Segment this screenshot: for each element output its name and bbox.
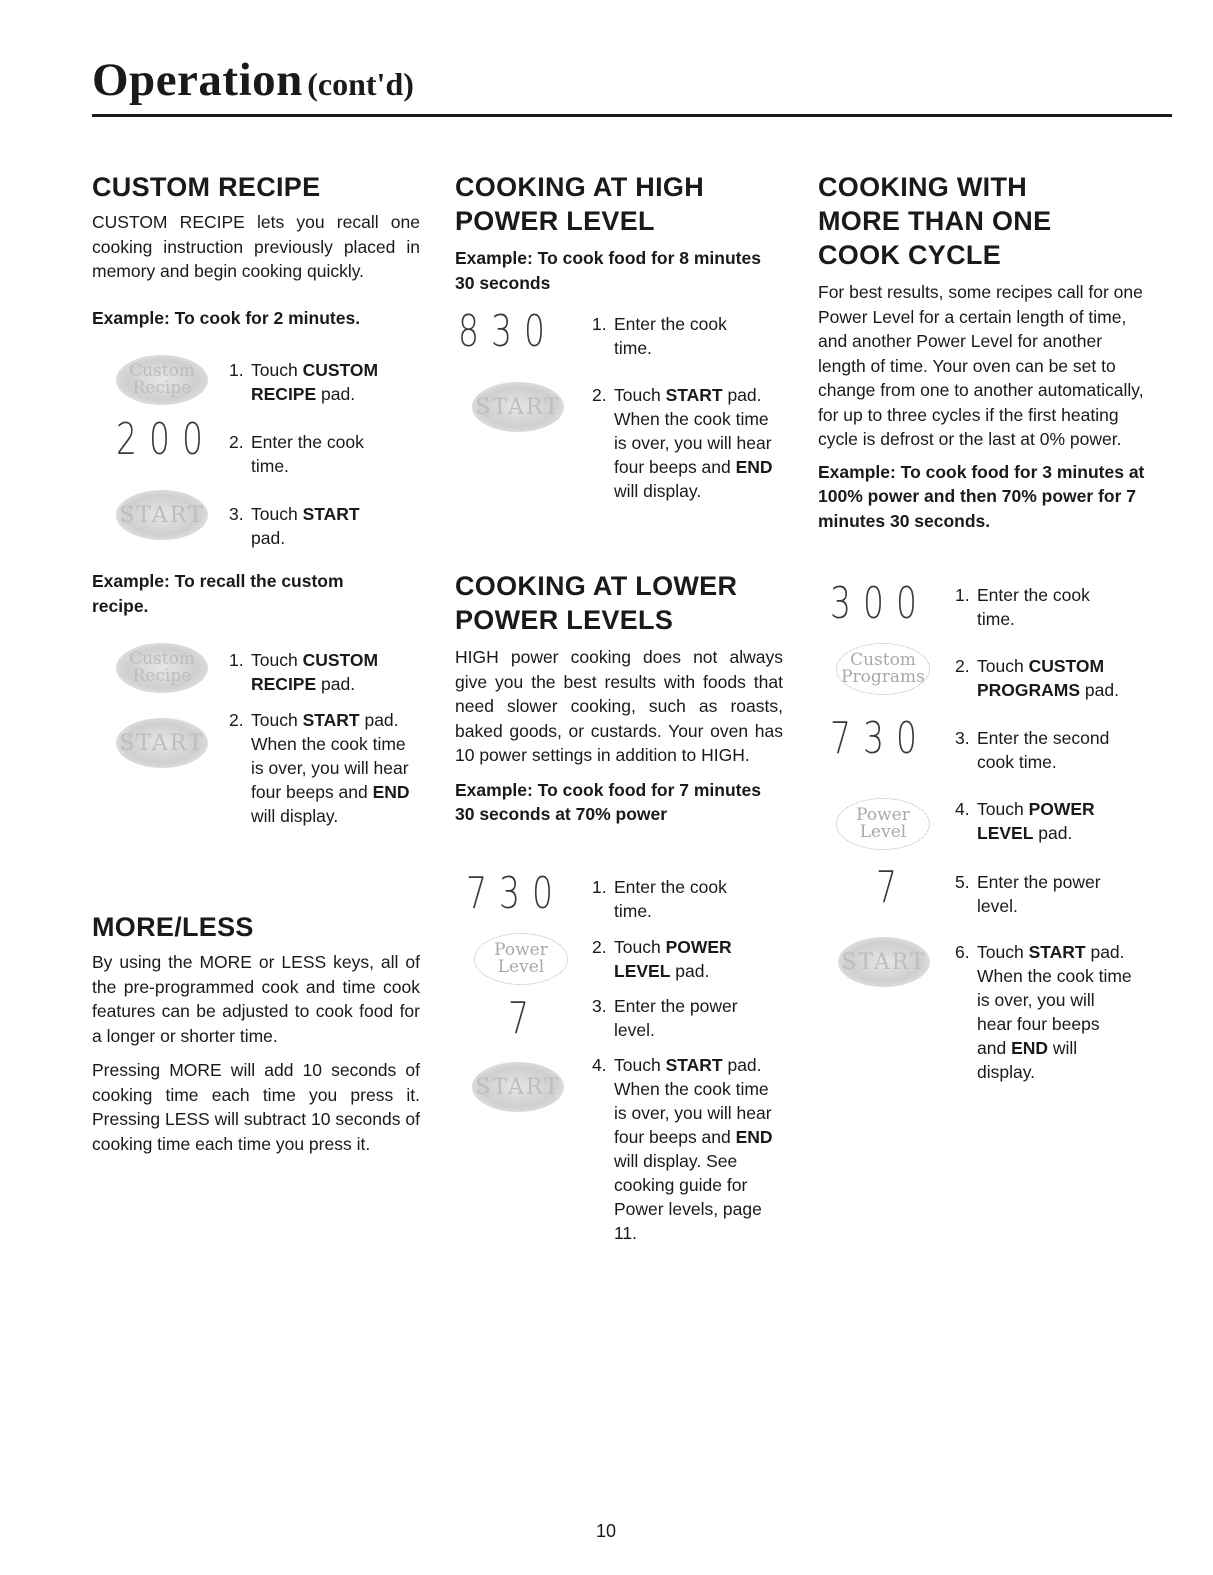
start-pad-icon: START bbox=[472, 382, 564, 432]
high-power-example: Example: To cook food for 8 minutes 30 seconds bbox=[455, 248, 761, 293]
custom-recipe-intro: CUSTOM RECIPE lets you recall one cooking instruction previously placed in memory and begin cooking quickly. bbox=[92, 212, 420, 281]
power-level-pad-icon: Power Level bbox=[836, 798, 930, 850]
high-power-heading-line2: POWER LEVEL bbox=[455, 206, 655, 236]
lower-power-heading-line2: POWER LEVELS bbox=[455, 605, 674, 635]
mc-digits2: 730 bbox=[830, 713, 929, 764]
custom-recipe-pad-icon: Custom Recipe bbox=[116, 355, 208, 405]
power-level-pad-icon: Power Level bbox=[474, 933, 568, 985]
page-subtitle: (cont'd) bbox=[307, 66, 414, 102]
multi-cycle-intro: For best results, some recipes call for one Power Level for a certain length of time, and another Power Level for another length of time. Your oven can be set to change from one to another automatically, for up to three cycles if the first heating cycle is defrost or the last at 0% power. bbox=[818, 282, 1144, 449]
custom-recipe-heading: CUSTOM RECIPE bbox=[92, 172, 321, 202]
lp-power-digit: 7 bbox=[508, 993, 541, 1044]
custom-recipe-pad-icon: Custom Recipe bbox=[116, 643, 208, 693]
multi-cycle-heading-line2: MORE THAN ONE bbox=[818, 206, 1052, 236]
hp-digits: 830 bbox=[458, 306, 557, 357]
header-rule bbox=[92, 114, 1172, 117]
more-less-p2: Pressing MORE will add 10 seconds of cooking time each time you press it. Pressing LESS will subtract 10 seconds of cooking time each time you press it. bbox=[92, 1060, 420, 1154]
lp-digits: 730 bbox=[466, 868, 565, 919]
high-power-heading-line1: COOKING AT HIGH bbox=[455, 172, 704, 202]
custom-recipe-section bbox=[92, 170, 420, 330]
high-power-section bbox=[455, 170, 785, 295]
custom-programs-pad-icon: Custom Programs bbox=[836, 643, 930, 695]
lower-power-example: Example: To cook food for 7 minutes 30 seconds at 70% power bbox=[455, 779, 761, 824]
lower-power-intro: HIGH power cooking does not always give you the best results with foods that need slower cooking, such as roasts, baked goods, or custards. Your oven has 10 power settings in addition to HIGH. bbox=[455, 647, 783, 765]
more-less-section bbox=[92, 910, 420, 1156]
custom-recipe-example1: Example: To cook for 2 minutes. bbox=[92, 307, 361, 328]
mc-power-digit: 7 bbox=[876, 862, 909, 913]
start-pad-icon: START bbox=[472, 1062, 564, 1112]
start-pad-icon: START bbox=[838, 937, 930, 987]
page-title: Operation bbox=[92, 54, 303, 106]
cr-ex1-digits: 200 bbox=[116, 414, 215, 465]
page-header bbox=[92, 55, 1172, 105]
multi-cycle-heading-line1: COOKING WITH bbox=[818, 172, 1028, 202]
page-number: 10 bbox=[596, 1521, 617, 1541]
lower-power-heading-line1: COOKING AT LOWER bbox=[455, 571, 738, 601]
multi-cycle-section bbox=[818, 170, 1145, 533]
lower-power-section bbox=[455, 569, 783, 827]
start-pad-icon: START bbox=[116, 718, 208, 768]
multi-cycle-example: Example: To cook food for 3 minutes at 100% power and then 70% power for 7 minutes 30 seconds. bbox=[818, 461, 1145, 531]
more-less-p1: By using the MORE or LESS keys, all of the pre-programmed cook and time cook features can be adjusted to cook food for a longer or shorter time. bbox=[92, 952, 420, 1046]
more-less-heading: MORE/LESS bbox=[92, 912, 254, 942]
mc-digits1: 300 bbox=[830, 578, 929, 629]
start-pad-icon: START bbox=[116, 490, 208, 540]
custom-recipe-example2: Example: To recall the custom recipe. bbox=[92, 571, 344, 616]
multi-cycle-heading-line3: COOK CYCLE bbox=[818, 240, 1002, 270]
